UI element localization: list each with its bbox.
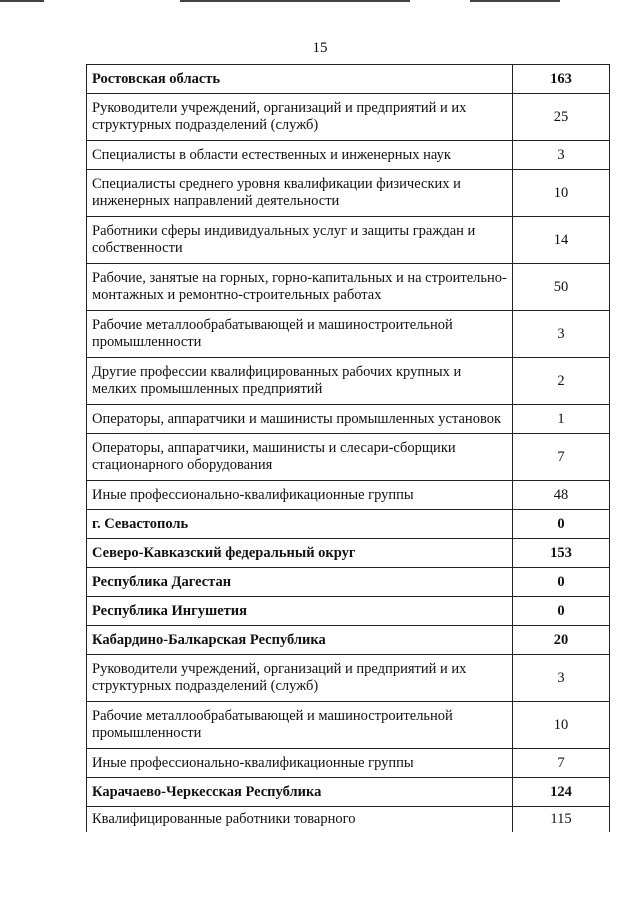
table-row	[87, 702, 610, 749]
page-number: 15	[312, 40, 328, 56]
table-row	[87, 311, 610, 358]
table-region-row	[87, 626, 610, 655]
row-label: Иные профессионально-квалификационные группы	[87, 481, 513, 510]
row-label: Республика Дагестан	[87, 568, 513, 597]
table-row	[87, 217, 610, 264]
row-value: 10	[513, 170, 610, 217]
row-value: 0	[513, 568, 610, 597]
row-value: 163	[513, 65, 610, 94]
table-row	[87, 749, 610, 778]
row-value: 20	[513, 626, 610, 655]
table-row	[87, 434, 610, 481]
row-label: Руководители учреждений, организаций и предприятий и их структурных подразделений (служб)	[87, 94, 513, 141]
row-value: 0	[513, 597, 610, 626]
table-row	[87, 141, 610, 170]
page-top-rule-right	[470, 0, 560, 2]
row-value: 48	[513, 481, 610, 510]
row-value: 1	[513, 405, 610, 434]
table-region-row	[87, 597, 610, 626]
row-value: 25	[513, 94, 610, 141]
row-value: 50	[513, 264, 610, 311]
statistics-table	[86, 64, 610, 832]
row-label: Другие профессии квалифицированных рабочих крупных и мелких промышленных предприятий	[87, 358, 513, 405]
row-value: 124	[513, 778, 610, 807]
row-label: Рабочие металлообрабатывающей и машиностроительной промышленности	[87, 311, 513, 358]
table-region-row	[87, 539, 610, 568]
row-label: Кабардино-Балкарская Республика	[87, 626, 513, 655]
table-region-row	[87, 65, 610, 94]
row-value: 3	[513, 311, 610, 358]
table-row	[87, 405, 610, 434]
row-label: Рабочие металлообрабатывающей и машиностроительной промышленности	[87, 702, 513, 749]
table-row	[87, 655, 610, 702]
row-label: Работники сферы индивидуальных услуг и защиты граждан и собственности	[87, 217, 513, 264]
table-row	[87, 264, 610, 311]
table-row	[87, 807, 610, 833]
row-label: Рабочие, занятые на горных, горно-капитальных и на строительно-монтажных и ремонтно-строительных работах	[87, 264, 513, 311]
table-region-row	[87, 778, 610, 807]
row-label: Операторы, аппаратчики, машинисты и слесари-сборщики стационарного оборудования	[87, 434, 513, 481]
row-value: 7	[513, 749, 610, 778]
row-value: 3	[513, 141, 610, 170]
row-label: Ростовская область	[87, 65, 513, 94]
table-row	[87, 94, 610, 141]
table-region-row	[87, 568, 610, 597]
row-value: 10	[513, 702, 610, 749]
page-top-rule-left	[0, 0, 44, 2]
row-label: Специалисты среднего уровня квалификации физических и инженерных направлений деятельности	[87, 170, 513, 217]
table-row	[87, 170, 610, 217]
row-label: Квалифицированные работники товарного	[87, 807, 513, 833]
row-label: Республика Ингушетия	[87, 597, 513, 626]
row-label: Специалисты в области естественных и инженерных наук	[87, 141, 513, 170]
row-label: Северо-Кавказский федеральный округ	[87, 539, 513, 568]
row-value: 14	[513, 217, 610, 264]
row-label: Руководители учреждений, организаций и предприятий и их структурных подразделений (служб)	[87, 655, 513, 702]
statistics-table-body	[87, 65, 610, 833]
row-value: 0	[513, 510, 610, 539]
row-label: Карачаево-Черкесская Республика	[87, 778, 513, 807]
table-region-row	[87, 510, 610, 539]
row-value: 3	[513, 655, 610, 702]
row-value: 115	[513, 807, 610, 833]
table-row	[87, 358, 610, 405]
row-value: 153	[513, 539, 610, 568]
page-top-rule-middle	[180, 0, 410, 2]
table-row	[87, 481, 610, 510]
row-value: 7	[513, 434, 610, 481]
row-label: Операторы, аппаратчики и машинисты промышленных установок	[87, 405, 513, 434]
row-label: г. Севастополь	[87, 510, 513, 539]
row-label: Иные профессионально-квалификационные группы	[87, 749, 513, 778]
row-value: 2	[513, 358, 610, 405]
